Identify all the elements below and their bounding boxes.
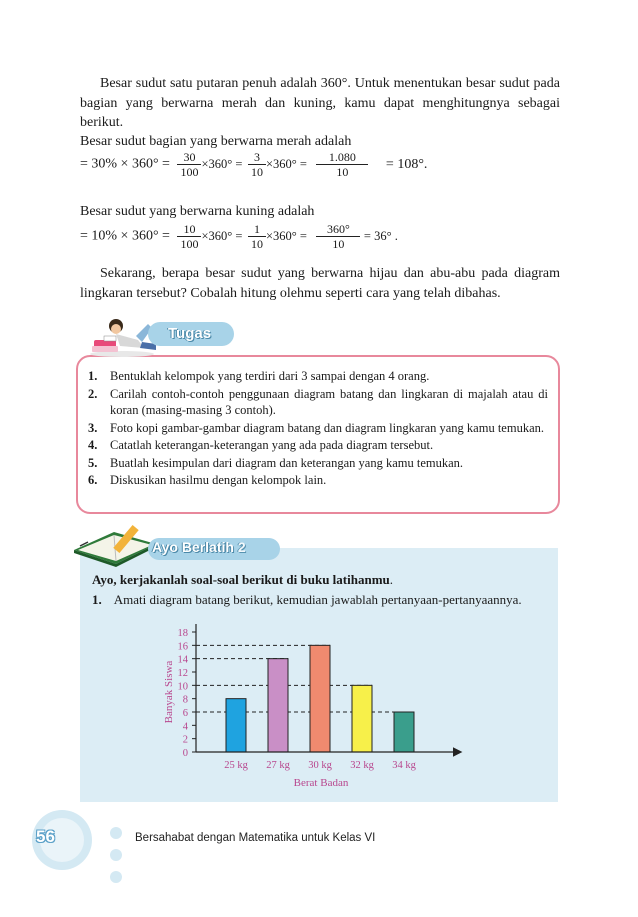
ayo-berlatih-title: Ayo Berlatih 2 xyxy=(152,539,246,555)
bar-5 xyxy=(394,712,414,752)
tugas-item: 3. Foto kopi gambar-gambar diagram batang dan diagram lingkaran yang kamu temukan. xyxy=(88,420,544,435)
y-tick-label: 10 xyxy=(177,681,188,693)
red-angle-equation: = 30% × 360° = $\frac{30}{100}$ ×360° = $\frac{3}{10}$ ×360° = $\frac{1.080}{10}$ = 108°. xyxy=(80,150,428,179)
tugas-item: 5. Buatlah kesimpulan dari diagram dan keterangan yang kamu temukan. xyxy=(88,455,464,470)
y-tick-label: 2 xyxy=(182,734,188,746)
yellow-angle-equation: = 10% × 360° = $\frac{10}{100}$ ×360° = $\frac{1}{10}$ ×360° = $\frac{360^\circ}{10}$ = 36° . xyxy=(80,222,398,251)
red-angle-heading: Besar sudut bagian yang berwarna merah adalah xyxy=(80,134,352,149)
y-tick-label: 0 xyxy=(182,748,188,759)
y-tick-label: 4 xyxy=(182,721,188,733)
y-tick-label: 6 xyxy=(182,708,188,719)
y-axis-label: Banyak Siswa xyxy=(163,660,175,724)
x-tick-label: 32 kg xyxy=(350,760,374,771)
intro-paragraph: Besar sudut satu putaran penuh adalah 360°. Untuk menentukan besar sudut pada bagian yang berwarna merah dan kuning, kamu dapat menghitungnya sebagai berikut. xyxy=(80,76,560,130)
tugas-item: 2. Carilah contoh-contoh penggunaan diagram batang dan lingkaran di majalah atau di koran (masing-masing 3 contoh). xyxy=(88,386,548,417)
tugas-item: 1. Bentuklah kelompok yang terdiri dari 3 sampai dengan 4 orang. xyxy=(88,369,430,383)
page-number-badge xyxy=(22,806,100,884)
tugas-item: 4. Catatlah keterangan-keterangan yang ada pada diagram tersebut. xyxy=(88,438,434,452)
x-tick-label: 27 kg xyxy=(266,760,290,771)
bar-2 xyxy=(268,659,288,752)
x-tick-label: 25 kg xyxy=(224,760,248,771)
tugas-list xyxy=(88,368,548,490)
book-pencil-illustration xyxy=(70,520,160,568)
yellow-angle-heading: Besar sudut yang berwarna kuning adalah xyxy=(80,204,315,219)
bar-4 xyxy=(352,685,372,752)
page-number: 56 xyxy=(36,827,55,846)
ayo-instruction: Ayo, kerjakanlah soal-soal berikut di buku latihanmu. xyxy=(92,572,393,587)
tugas-title: Tugas xyxy=(168,325,212,342)
footer-decor-circles xyxy=(108,826,124,886)
y-tick-label: 12 xyxy=(177,668,188,679)
tugas-item: 6. Diskusikan hasilmu dengan kelompok lain. xyxy=(88,473,327,487)
y-tick-label: 14 xyxy=(177,654,188,666)
x-tick-label: 34 kg xyxy=(392,760,416,771)
question-1: 1. Amati diagram batang berikut, kemudian jawablah pertanyaan-pertanyaannya. xyxy=(92,592,522,607)
y-tick-label: 8 xyxy=(182,694,188,706)
y-tick-label: 18 xyxy=(177,628,188,639)
x-axis-label: Berat Badan xyxy=(293,777,349,789)
question-paragraph: Sekarang, berapa besar sudut yang berwarna hijau dan abu-abu pada diagram lingkaran tersebut? Cobalah hitung olehmu seperti cara yang telah dibahas. xyxy=(80,266,560,301)
x-tick-label: 30 kg xyxy=(308,760,332,771)
bar-3 xyxy=(310,645,330,752)
bar-chart xyxy=(150,620,470,795)
bar-1 xyxy=(226,699,246,752)
y-tick-label: 16 xyxy=(177,641,188,653)
book-title: Bersahabat dengan Matematika untuk Kelas VI xyxy=(135,832,376,844)
